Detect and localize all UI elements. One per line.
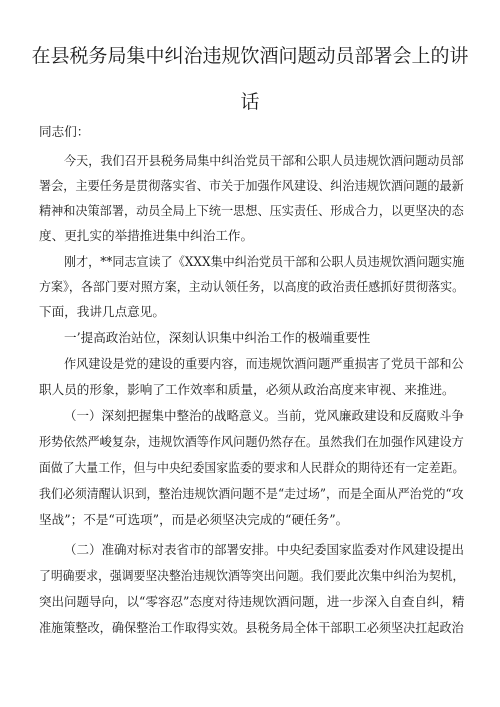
body-line: 突出问题导向，以“零容忍”态度对待违规饮酒问题，进一步深入自查自纠，精 (39, 594, 465, 609)
subsection-line: （一）深刻把握集中整治的战略意义。当前，党风廉政建设和反腐败斗争 (64, 408, 465, 423)
body-line: 刚才，**同志宣读了《XXX集中纠治党员干部和公职人员违规饮酒问题实施 (64, 254, 465, 269)
section-heading: 一’提高政治站位，深刻认识集中纠治工作的极端重要性 (64, 330, 371, 345)
subsection-line: （二）准确对标对表省市的部署安排。中央纪委国家监委对作风建设提出 (64, 542, 465, 557)
document-title-line-2: 话 (240, 91, 260, 113)
body-line: 职人员的形象，影响了工作效率和质量，必须从政治高度来审视、来推进。 (39, 382, 455, 397)
body-line: 准施策整改，确保整治工作取得实效。县税务局全体干部职工必须坚决扛起政治 (39, 620, 464, 635)
document-title-line-1: 在县税务局集中纠治违规饮酒问题动员部署会上的讲 (31, 45, 469, 67)
salutation: 同志们： (39, 124, 90, 139)
body-line: 精神和决策部署，动员全局上下统一思想、压实责任、形成合力，以更坚决的态 (39, 203, 464, 218)
body-line: 方案》，各部门要对照方案，主动认领任务，以高度的政治责任感抓好贯彻落实。 (39, 279, 465, 294)
body-line: 形势依然严峻复杂，违规饮酒等作风问题仍然存在。虽然我们在加强作风建设方 (39, 434, 464, 449)
body-line: 今天，我们召开县税务局集中纠治党员干部和公职人员违规饮酒问题动员部 (64, 153, 464, 168)
body-line: 了明确要求，强调要坚决整治违规饮酒等突出问题。我们要此次集中纠治为契机， (39, 568, 465, 583)
body-line: 作风建设是党的建设的重要内容，而违规饮酒问题严重损害了党员干部和公 (64, 356, 464, 371)
body-line: 坚战”；不是“可选项”，而是必须坚决完成的“硬任务”。 (39, 512, 349, 527)
body-line: 我们必须清醒认识到，整治违规饮酒问题不是“走过场”，而是全面从严治党的“攻 (39, 486, 464, 501)
body-line: 度、更扎实的举措推进集中纠治工作。 (39, 228, 254, 243)
body-line: 下面，我讲几点意见。 (39, 304, 165, 319)
body-line: 面做了大量工作，但与中央纪委国家监委的要求和人民群众的期待还有一定差距。 (39, 460, 465, 475)
body-line: 署会，主要任务是贯彻落实省、市关于加强作风建设、纠治违规饮酒问题的最新 (39, 178, 464, 193)
